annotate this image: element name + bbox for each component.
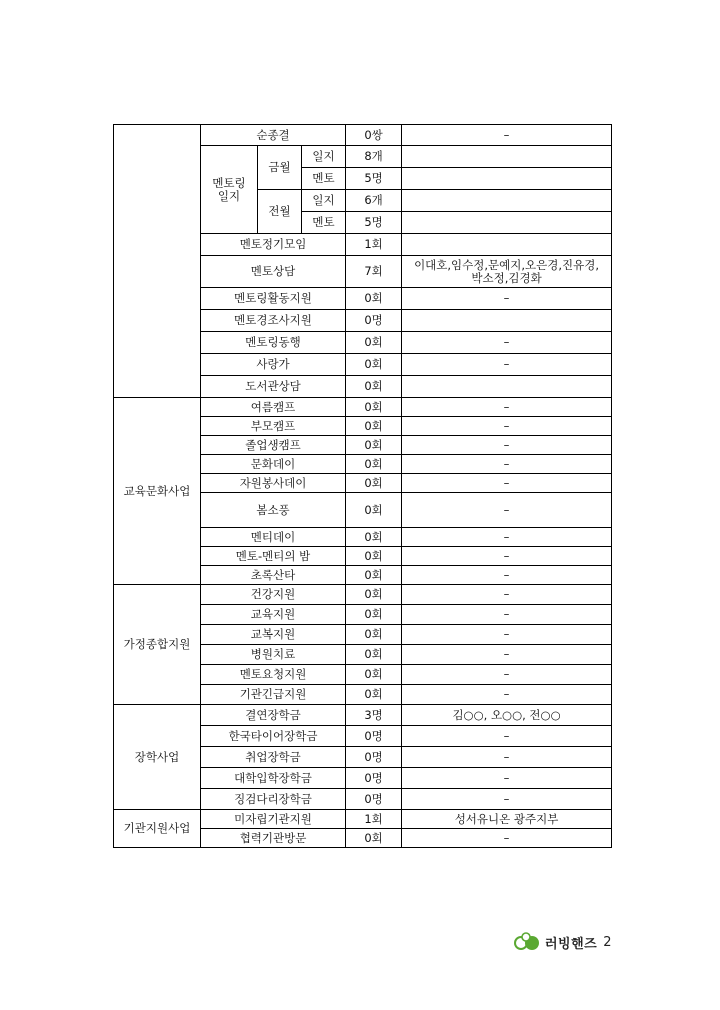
item-cell: 일지 — [302, 190, 346, 212]
clover-hands-logo — [513, 931, 543, 953]
item-cell: 취업장학금 — [201, 747, 346, 768]
activity-report-table — [113, 124, 612, 848]
note-cell: – — [402, 726, 612, 747]
count-cell: 8개 — [346, 146, 402, 168]
item-cell: 자원봉사데이 — [201, 474, 346, 493]
category-label: 가정종합지원 — [114, 585, 201, 705]
item-cell: 멘토정기모임 — [201, 234, 346, 256]
mentoring-log-label: 멘토링 일지 — [201, 146, 258, 234]
count-cell: 0회 — [346, 665, 402, 685]
note-cell: – — [402, 455, 612, 474]
note-cell: – — [402, 354, 612, 376]
item-cell: 초록산타 — [201, 566, 346, 585]
item-cell: 병원치료 — [201, 645, 346, 665]
count-cell: 0회 — [346, 288, 402, 310]
item-cell: 건강지원 — [201, 585, 346, 605]
note-cell: – — [402, 493, 612, 528]
note-cell: – — [402, 125, 612, 146]
item-cell: 기관긴급지원 — [201, 685, 346, 705]
note-cell: – — [402, 625, 612, 645]
count-cell: 3명 — [346, 705, 402, 726]
count-cell: 0회 — [346, 605, 402, 625]
item-cell: 도서관상담 — [201, 376, 346, 398]
note-cell — [402, 168, 612, 190]
count-cell: 7회 — [346, 256, 402, 288]
item-cell: 멘토 — [302, 212, 346, 234]
item-cell: 여름캠프 — [201, 398, 346, 417]
count-cell: 0회 — [346, 354, 402, 376]
item-cell: 멘토링활동지원 — [201, 288, 346, 310]
note-cell: 이대호,임수정,문예지,오은경,진유경, 박소정,김경화 — [402, 256, 612, 288]
note-cell: – — [402, 665, 612, 685]
item-cell: 멘티데이 — [201, 528, 346, 547]
table-row — [114, 398, 612, 417]
item-cell: 멘토상담 — [201, 256, 346, 288]
count-cell: 0회 — [346, 474, 402, 493]
note-cell: – — [402, 332, 612, 354]
item-cell: 멘토-멘티의 밤 — [201, 547, 346, 566]
count-cell: 0명 — [346, 747, 402, 768]
category-label: 기관지원사업 — [114, 810, 201, 848]
item-cell: 사랑가 — [201, 354, 346, 376]
item-cell: 멘토 — [302, 168, 346, 190]
note-cell: 성서유니온 광주지부 — [402, 810, 612, 829]
category-label: 교육문화사업 — [114, 398, 201, 585]
count-cell: 5명 — [346, 168, 402, 190]
this-month-label: 금월 — [258, 146, 302, 190]
note-cell: 김○○, 오○○, 전○○ — [402, 705, 612, 726]
note-cell: – — [402, 436, 612, 455]
count-cell: 0회 — [346, 625, 402, 645]
count-cell: 0회 — [346, 585, 402, 605]
note-cell: – — [402, 566, 612, 585]
note-cell: – — [402, 417, 612, 436]
count-cell: 0회 — [346, 417, 402, 436]
note-cell: – — [402, 398, 612, 417]
brand-name: 러빙핸즈 — [545, 936, 598, 952]
item-cell: 멘토요청지원 — [201, 665, 346, 685]
note-cell — [402, 146, 612, 168]
count-cell: 0회 — [346, 829, 402, 848]
table-row — [114, 585, 612, 605]
count-cell: 1회 — [346, 234, 402, 256]
note-cell: – — [402, 747, 612, 768]
count-cell: 0회 — [346, 566, 402, 585]
item-cell: 징검다리장학금 — [201, 789, 346, 810]
item-cell: 멘토경조사지원 — [201, 310, 346, 332]
page-footer — [513, 930, 612, 954]
note-cell — [402, 234, 612, 256]
item-cell: 일지 — [302, 146, 346, 168]
item-cell: 문화데이 — [201, 455, 346, 474]
count-cell: 0회 — [346, 528, 402, 547]
count-cell: 0회 — [346, 455, 402, 474]
item-cell: 협력기관방문 — [201, 829, 346, 848]
count-cell: 0회 — [346, 645, 402, 665]
count-cell: 6개 — [346, 190, 402, 212]
item-cell: 멘토링동행 — [201, 332, 346, 354]
count-cell: 0회 — [346, 332, 402, 354]
count-cell: 0명 — [346, 789, 402, 810]
note-cell: – — [402, 474, 612, 493]
last-month-label: 전월 — [258, 190, 302, 234]
item-cell: 대학입학장학금 — [201, 768, 346, 789]
table-row — [114, 810, 612, 829]
count-cell: 0회 — [346, 547, 402, 566]
note-cell — [402, 376, 612, 398]
item-cell: 미자립기관지원 — [201, 810, 346, 829]
note-cell — [402, 212, 612, 234]
count-cell: 0회 — [346, 436, 402, 455]
note-cell: – — [402, 645, 612, 665]
note-cell: – — [402, 528, 612, 547]
count-cell: 0명 — [346, 726, 402, 747]
count-cell: 0명 — [346, 310, 402, 332]
note-cell: – — [402, 605, 612, 625]
count-cell: 1회 — [346, 810, 402, 829]
note-cell — [402, 190, 612, 212]
count-cell: 0회 — [346, 376, 402, 398]
category-cell-blank — [114, 125, 201, 398]
item-cell: 교복지원 — [201, 625, 346, 645]
note-cell: – — [402, 829, 612, 848]
note-cell: – — [402, 547, 612, 566]
page-number: 2 — [603, 934, 612, 950]
note-cell: – — [402, 288, 612, 310]
count-cell: 0회 — [346, 685, 402, 705]
note-cell: – — [402, 585, 612, 605]
note-cell: – — [402, 789, 612, 810]
item-cell: 졸업생캠프 — [201, 436, 346, 455]
item-cell: 순종결 — [201, 125, 346, 146]
count-cell: 5명 — [346, 212, 402, 234]
item-cell: 부모캠프 — [201, 417, 346, 436]
item-cell: 한국타이어장학금 — [201, 726, 346, 747]
note-cell — [402, 310, 612, 332]
item-cell: 결연장학금 — [201, 705, 346, 726]
note-cell: – — [402, 768, 612, 789]
count-cell: 0회 — [346, 398, 402, 417]
item-cell: 교육지원 — [201, 605, 346, 625]
note-cell: – — [402, 685, 612, 705]
count-cell: 0명 — [346, 768, 402, 789]
count-cell: 0회 — [346, 493, 402, 528]
table-row — [114, 705, 612, 726]
category-label: 장학사업 — [114, 705, 201, 810]
count-cell: 0쌍 — [346, 125, 402, 146]
table-row — [114, 125, 612, 146]
item-cell: 봄소풍 — [201, 493, 346, 528]
